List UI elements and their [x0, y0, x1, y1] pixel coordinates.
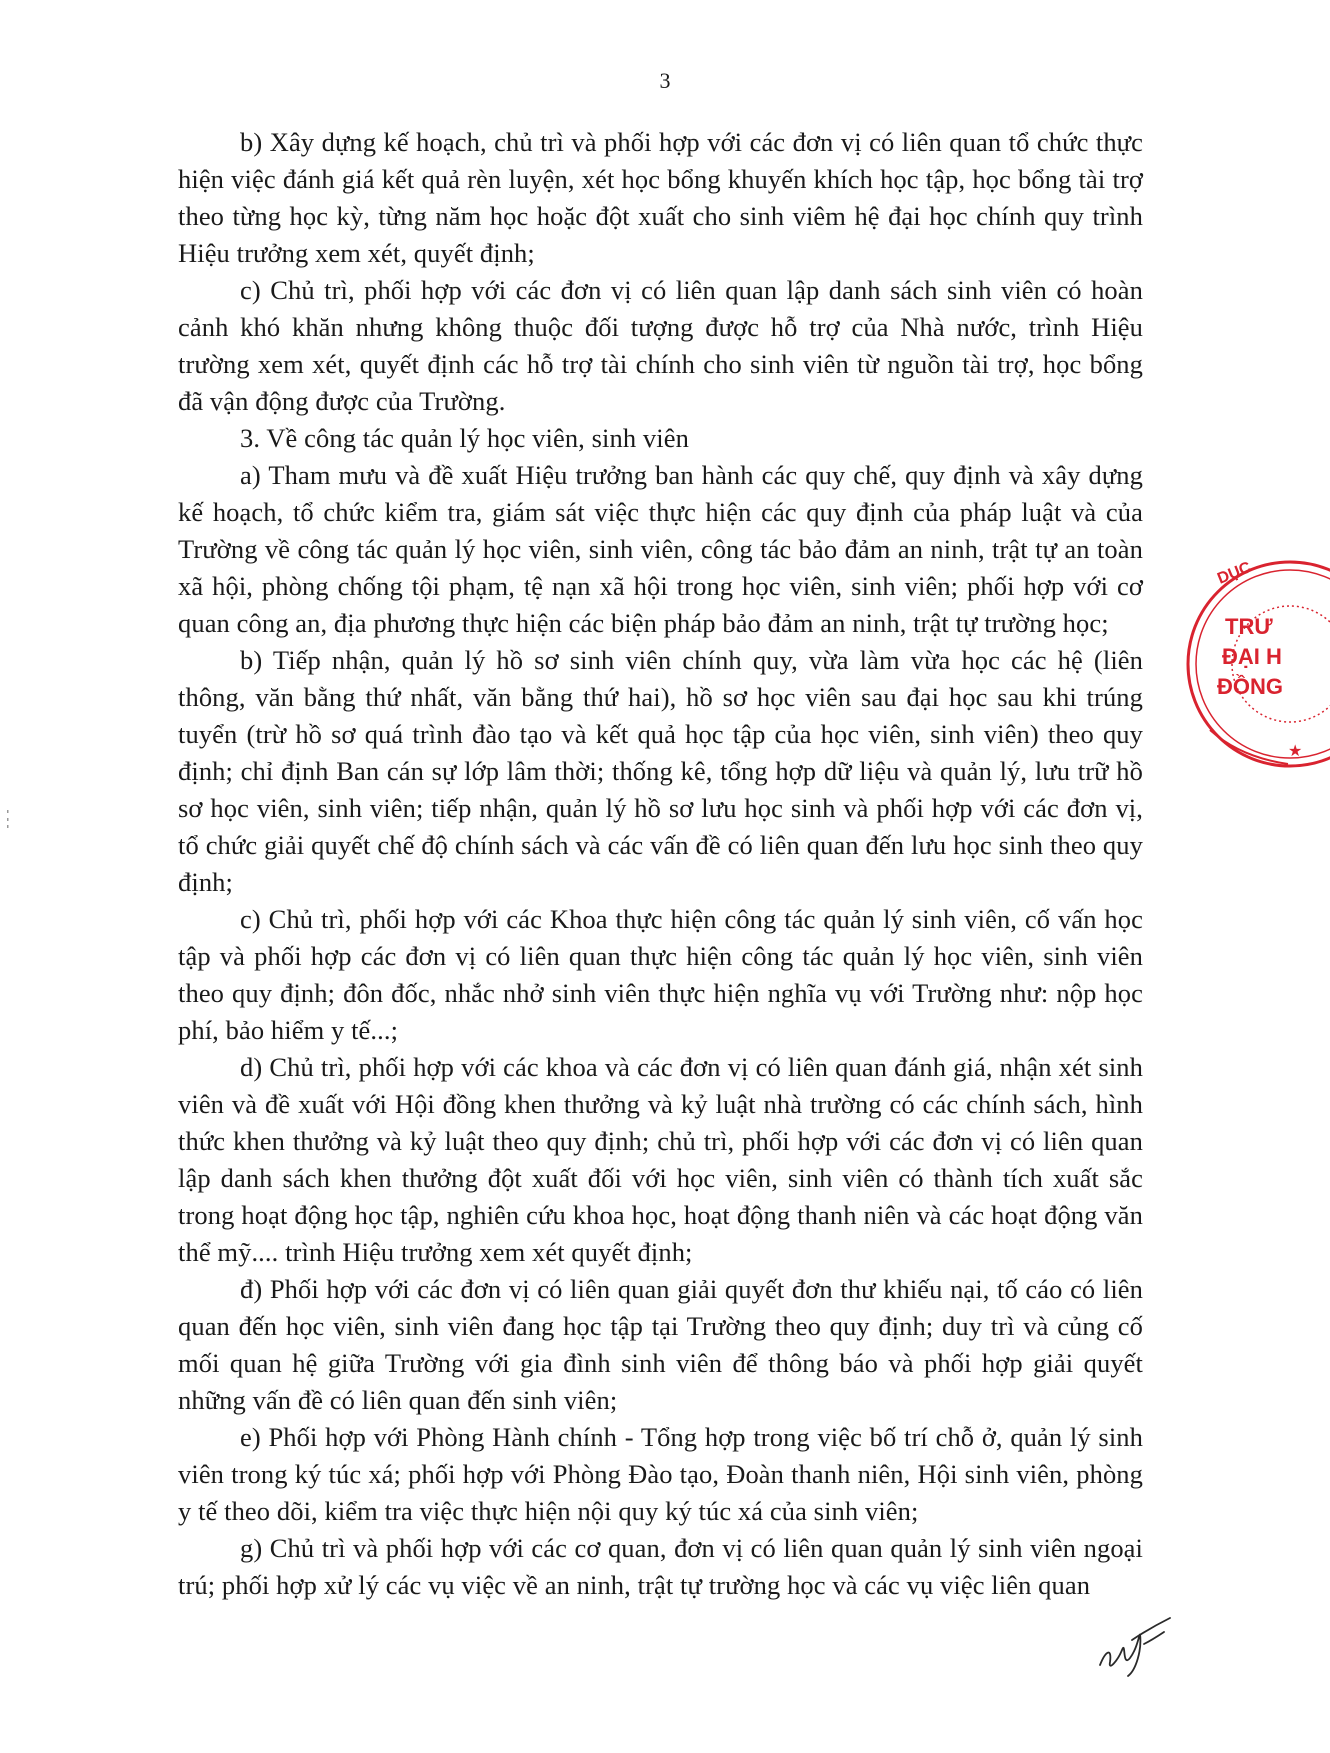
seal-text-line-2: ĐẠI H [1222, 644, 1282, 669]
scan-mark [6, 810, 10, 828]
paragraph-2b: b) Xây dựng kế hoạch, chủ trì và phối hợp với các đơn vị có liên quan tổ chức thực hiện việc đánh giá kết quả rèn luyện, xét học bổng khuyến khích học tập, học bổng tài trợ theo từng học kỳ, từng năm học hoặc đột xuất cho sinh viêm hệ đại học chính quy trình Hiệu trưởng xem xét, quyết định; [178, 127, 1143, 268]
seal-star-icon: ★ [1288, 743, 1303, 760]
paragraph-3b: b) Tiếp nhận, quản lý hồ sơ sinh viên chính quy, vừa làm vừa học các hệ (liên thông, văn bằng thứ nhất, văn bằng thứ hai), hồ sơ học viên sau đại học sau khi trúng tuyển (trừ hồ sơ quá trình đào tạo và kết quả học tập của học viên, sinh viên) theo quy định; chỉ định Ban cán sự lớp lâm thời; thống kê, tổng hợp dữ liệu và quản lý, lưu trữ hồ sơ học viên, sinh viên; tiếp nhận, quản lý hồ sơ lưu học sinh và phối hợp với các đơn vị, tổ chức giải quyết chế độ chính sách và các vấn đề có liên quan đến lưu học sinh theo quy định; [178, 645, 1143, 897]
page-number: 3 [659, 68, 671, 93]
section-heading-3: 3. Về công tác quản lý học viên, sinh viên [240, 423, 689, 453]
document-body [178, 124, 1143, 1604]
paragraph-3a: a) Tham mưu và đề xuất Hiệu trưởng ban hành các quy chế, quy định và xây dựng kế hoạch, tổ chức kiểm tra, giám sát việc thực hiện các quy định của pháp luật và của Trường về công tác quản lý học viên, sinh viên, công tác bảo đảm an ninh, trật tự an toàn xã hội, phòng chống tội phạm, tệ nạn xã hội trong học viên, sinh viên; phối hợp với cơ quan công an, địa phương thực hiện các biện pháp bảo đảm an ninh, trật tự trường học; [178, 460, 1143, 638]
official-seal-stamp [1170, 552, 1310, 782]
paragraph-3g: g) Chủ trì và phối hợp với các cơ quan, đơn vị có liên quan quản lý sinh viên ngoại trú; phối hợp xử lý các vụ việc về an ninh, trật tự trường học và các vụ việc liên quan [178, 1533, 1143, 1600]
handwritten-initials-signature [1092, 1610, 1172, 1680]
seal-text-line-1: TRƯ [1225, 614, 1273, 639]
paragraph-3c: c) Chủ trì, phối hợp với các Khoa thực hiện công tác quản lý sinh viên, cố vấn học tập và phối hợp các đơn vị có liên quan thực hiện công tác quản lý học viên, sinh viên theo quy định; đôn đốc, nhắc nhở sinh viên thực hiện nghĩa vụ với Trường như: nộp học phí, bảo hiểm y tế...; [178, 904, 1143, 1045]
paragraph-3dd: đ) Phối hợp với các đơn vị có liên quan giải quyết đơn thư khiếu nại, tố cáo có liên quan đến học viên, sinh viên đang học tập tại Trường theo quy định; duy trì và củng cố mối quan hệ giữa Trường với gia đình sinh viên để thông báo và phối hợp giải quyết những vấn đề có liên quan đến sinh viên; [178, 1274, 1143, 1415]
seal-text-arc: DỤC [1215, 558, 1254, 588]
paragraph-3d: d) Chủ trì, phối hợp với các khoa và các đơn vị có liên quan đánh giá, nhận xét sinh viên và đề xuất với Hội đồng khen thưởng và kỷ luật nhà trường có các chính sách, hình thức khen thưởng và kỷ luật theo quy định; chủ trì, phối hợp với các đơn vị có liên quan lập danh sách khen thưởng đột xuất đối với học viên, sinh viên có thành tích xuất sắc trong hoạt động học tập, nghiên cứu khoa học, hoạt động thanh niên và các hoạt động văn thể mỹ.... trình Hiệu trưởng xem xét quyết định; [178, 1052, 1143, 1267]
seal-text-line-3: ĐỒNG [1217, 674, 1283, 699]
paragraph-2c: c) Chủ trì, phối hợp với các đơn vị có liên quan lập danh sách sinh viên có hoàn cảnh khó khăn nhưng không thuộc đối tượng được hỗ trợ của Nhà nước, trình Hiệu trường xem xét, quyết định các hỗ trợ tài chính cho sinh viên từ nguồn tài trợ, học bổng đã vận động được của Trường. [178, 275, 1143, 416]
paragraph-3e: e) Phối hợp với Phòng Hành chính - Tổng hợp trong việc bố trí chỗ ở, quản lý sinh viên trong ký túc xá; phối hợp với Phòng Đào tạo, Đoàn thanh niên, Hội sinh viên, phòng y tế theo dõi, kiểm tra việc thực hiện nội quy ký túc xá của sinh viên; [178, 1422, 1143, 1526]
